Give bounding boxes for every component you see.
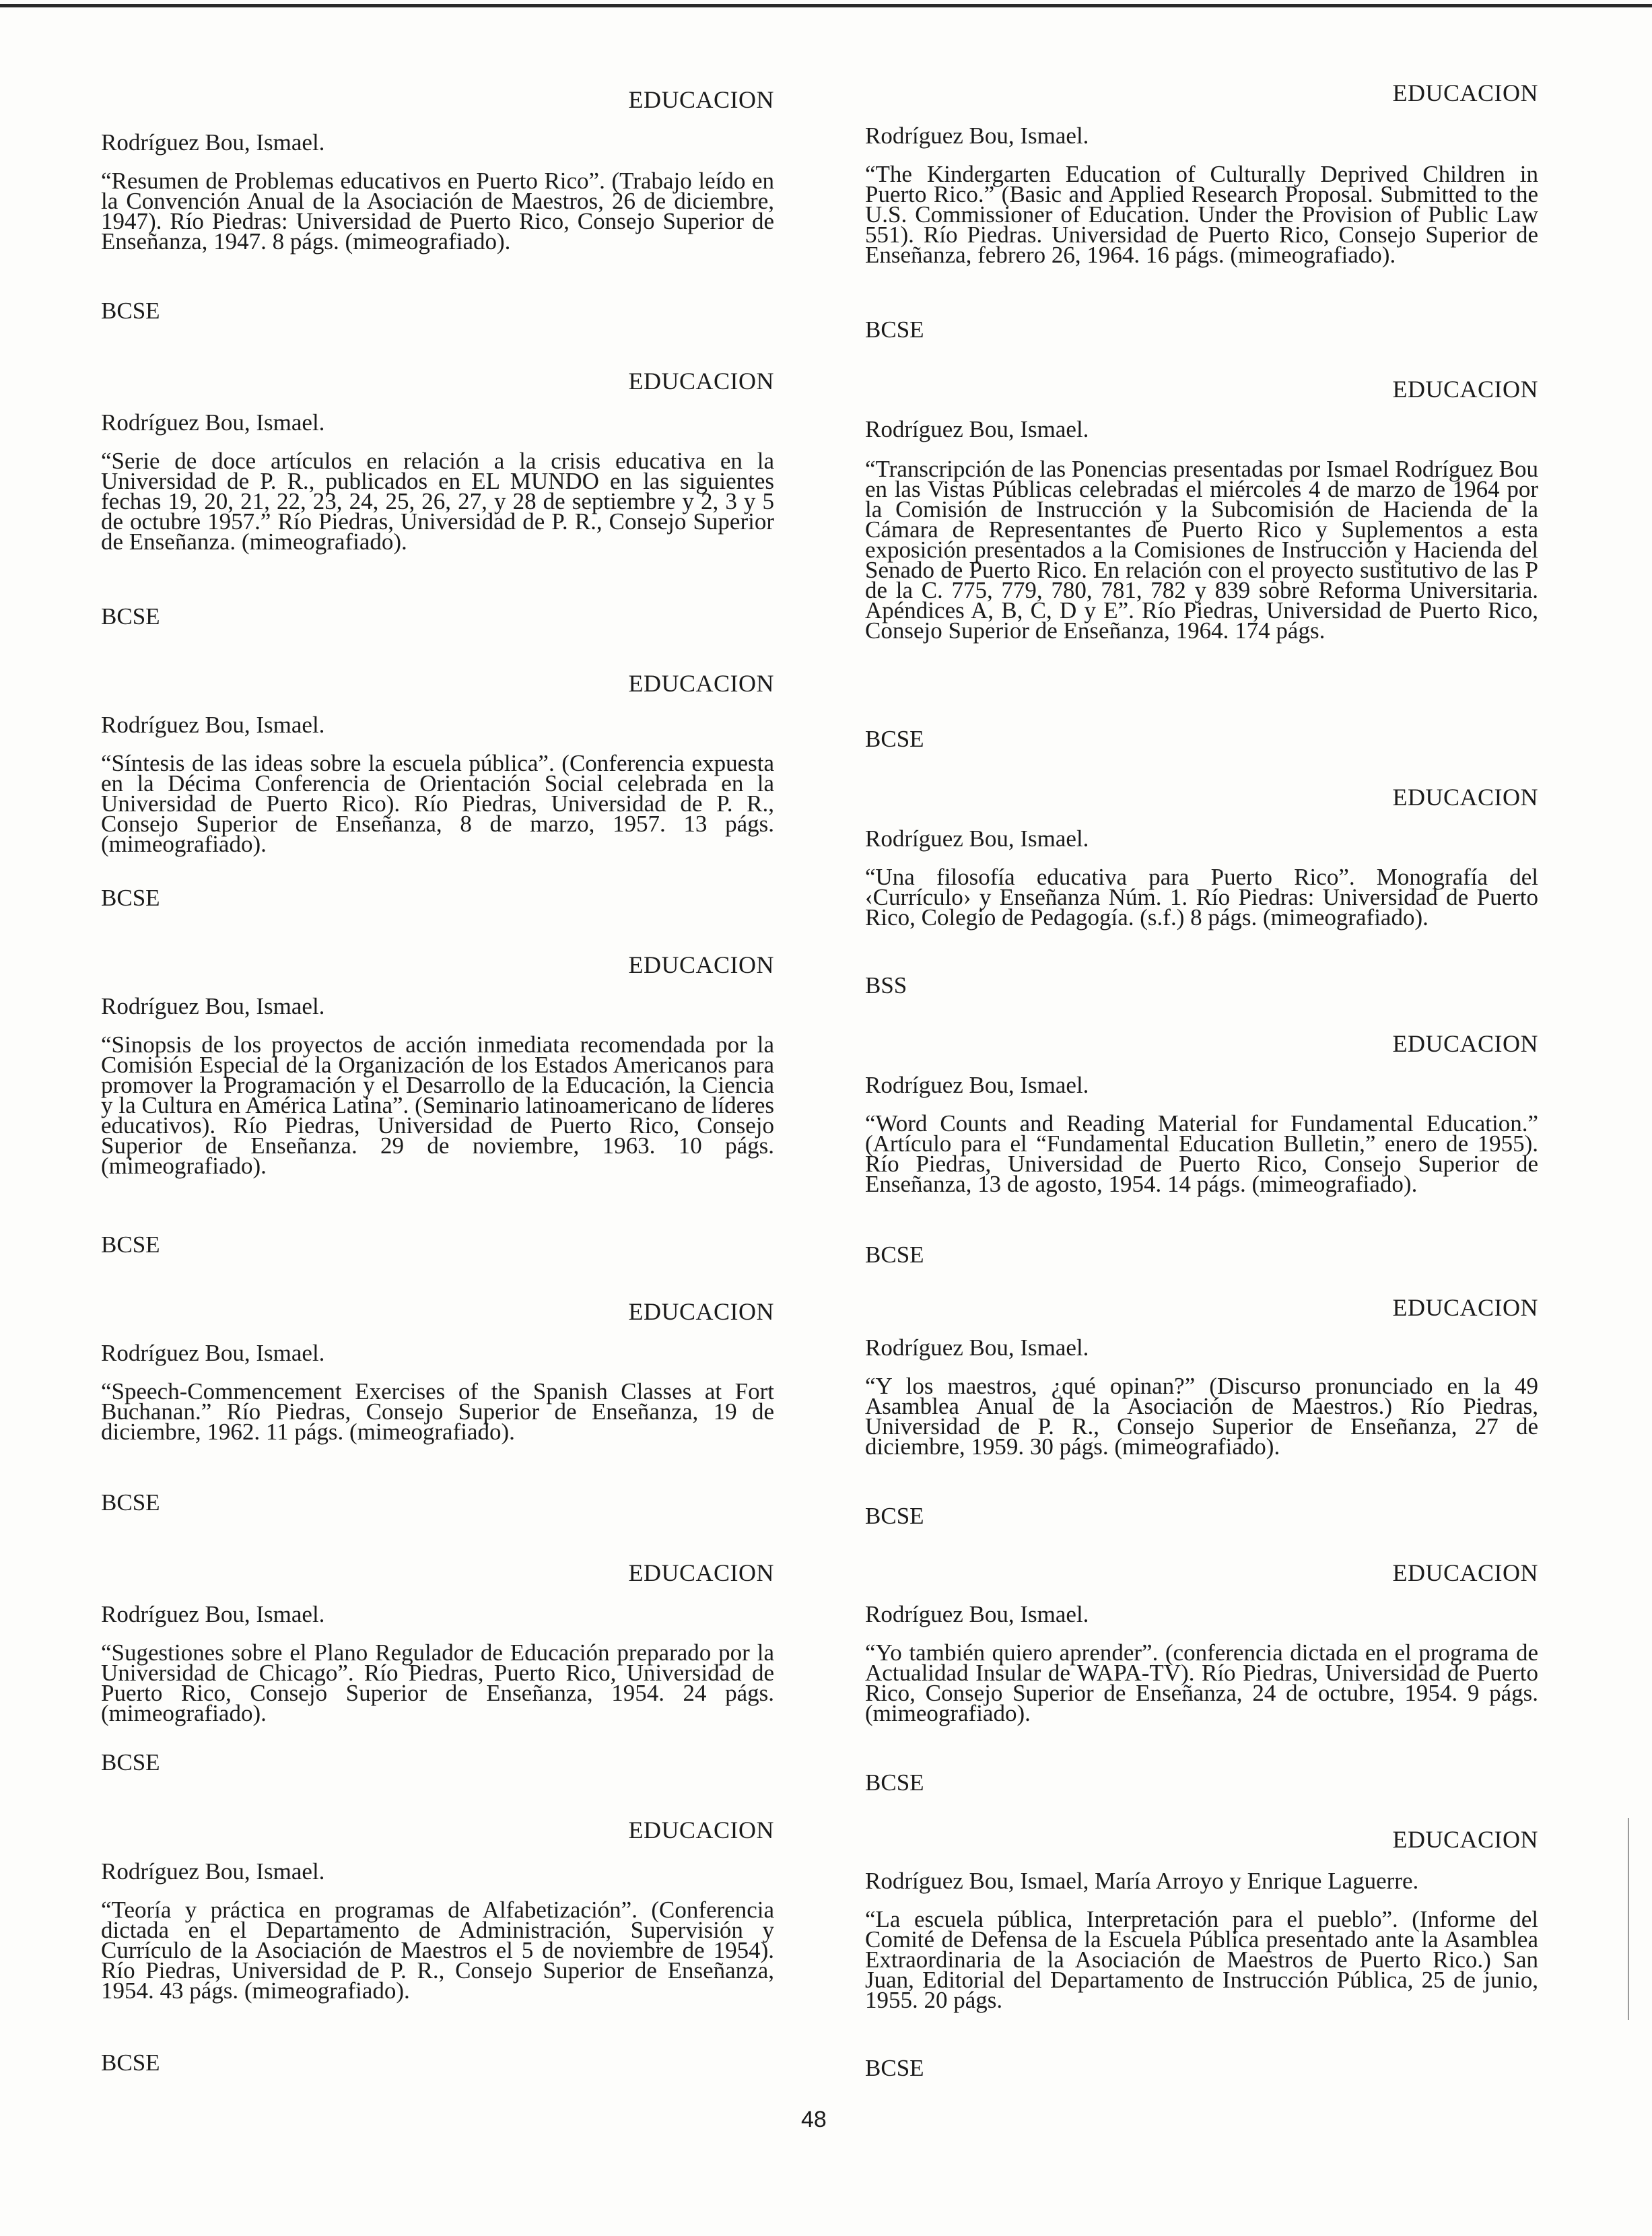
entry-text: “Teoría y práctica en programas de Alfabetización”. (Conferencia dictada en el Departamento de Administración, Supervisión y Currículo de la Asociación de Maestros el 5 de noviembre de 1954). Río Piedras, Universidad de P. R., Consejo Superior de Enseñanza, 1954. 43 págs. (mimeografiado). <box>101 1897 774 2004</box>
entry-library-code: BCSE <box>865 2055 924 2081</box>
entry-text: “Transcripción de las Ponencias presentadas por Ismael Rodríguez Bou en las Vistas Públicas celebradas el miércoles 4 de marzo de 1964 por la Comisión de Instrucción y la Subcomisión de Hacienda de la Cámara de Representantes de Puerto Rico y Suplementos a esta exposición presentados a la Comisiones de Instrucción y Hacienda del Senado de Puerto Rico. En relación con el proyecto sustitutivo de las P de la C. 775, 779, 780, 781, 782 y 839 sobre Reforma Universitaria. Apéndices A, B, C, D y E”. Río Piedras, Universidad de Puerto Rico, Consejo Superior de Enseñanza, 1964. 174 págs. <box>865 456 1538 644</box>
entry-text: “Sinopsis de los proyectos de acción inmediata recomendada por la Comisión Especial de la Organización de los Estados Americanos para promover la Programación y el Desarrollo de la Educación, la Ciencia y la Cultura en América Latina”. (Seminario latinoamericano de líderes educativos). Río Piedras, Universidad de Puerto Rico, Consejo Superior de Enseñanza. 29 de noviembre, 1963. 10 págs. (mimeografiado). <box>101 1031 774 1179</box>
entry-library-code: BCSE <box>101 298 160 324</box>
entry-author: Rodríguez Bou, Ismael. <box>101 712 325 738</box>
entry-author: Rodríguez Bou, Ismael. <box>865 1334 1089 1361</box>
scan-margin-mark <box>1628 1818 1629 2020</box>
entry-heading: EDUCACION <box>628 368 774 395</box>
entry-library-code: BCSE <box>865 316 924 343</box>
entry-heading: EDUCACION <box>1392 79 1538 106</box>
entry-heading: EDUCACION <box>628 86 774 113</box>
entry-library-code: BCSE <box>865 1769 924 1796</box>
entry-library-code: BCSE <box>101 603 160 630</box>
top-rule <box>0 4 1652 7</box>
entry-library-code: BCSE <box>101 885 160 911</box>
entry-heading: EDUCACION <box>628 1559 774 1586</box>
entry-library-code: BCSE <box>101 2049 160 2076</box>
entry-author: Rodríguez Bou, Ismael. <box>101 1601 325 1627</box>
entry-text: “The Kindergarten Education of Culturally Deprived Children in Puerto Rico.” (Basic and Applied Research Proposal. Submitted to the U.S. Commissioner of Education. Under the Provision of Public Law 551). Río Piedras. Universidad de Puerto Rico, Consejo Superior de Enseñanza, febrero 26, 1964. 16 págs. (mimeografiado). <box>865 161 1538 268</box>
entry-text: “La escuela pública, Interpretación para el pueblo”. (Informe del Comité de Defensa de la Escuela Pública presentado ante la Asamblea Extraordinaria de la Asociación de Maestros de Puerto Rico.) San Juan, Editorial del Departamento de Instrucción Pública, 25 de junio, 1955. 20 págs. <box>865 1906 1538 2013</box>
entry-text: “Yo también quiero aprender”. (conferencia dictada en el programa de Actualidad Insular de WAPA-TV). Río Piedras, Universidad de Puerto Rico, Consejo Superior de Enseñanza, 24 de octubre, 1954. 9 págs. (mimeografiado). <box>865 1639 1538 1726</box>
entry-author: Rodríguez Bou, Ismael. <box>101 409 325 436</box>
entry-library-code: BCSE <box>101 1231 160 1258</box>
entry-text: “Serie de doce artículos en relación a la crisis educativa en la Universidad de P. R., publicados en EL MUNDO en las siguientes fechas 19, 20, 21, 22, 23, 24, 25, 26, 27, y 28 de septiembre y 2, 3 y 5 de octubre 1957.” Río Piedras, Universidad de P. R., Consejo Superior de Enseñanza. (mimeografiado). <box>101 448 774 555</box>
entry-heading: EDUCACION <box>628 951 774 978</box>
entry-library-code: BSS <box>865 972 907 998</box>
entry-library-code: BCSE <box>101 1749 160 1775</box>
entry-heading: EDUCACION <box>1392 1294 1538 1321</box>
entry-heading: EDUCACION <box>1392 1030 1538 1057</box>
entry-author: Rodríguez Bou, Ismael. <box>865 416 1089 442</box>
entry-text: “Sugestiones sobre el Plano Regulador de Educación preparado por la Universidad de Chicago”. Río Piedras, Puerto Rico, Universidad de Puerto Rico, Consejo Superior de Enseñanza, 1954. 24 págs. (mimeografiado). <box>101 1639 774 1726</box>
entry-text: “Word Counts and Reading Material for Fundamental Education.” (Artículo para el “Fundamental Education Bulletin,” enero de 1955). Río Piedras, Universidad de Puerto Rico, Consejo Superior de Enseñanza, 13 de agosto, 1954. 14 págs. (mimeografiado). <box>865 1110 1538 1197</box>
entry-author: Rodríguez Bou, Ismael. <box>101 1340 325 1366</box>
entry-text: “Una filosofía educativa para Puerto Rico”. Monografía del ‹Currículo› y Enseñanza Núm. 1. Río Piedras: Universidad de Puerto Rico, Colegio de Pedagogía. (s.f.) 8 págs. (mimeografiado). <box>865 864 1538 930</box>
entry-heading: EDUCACION <box>1392 1559 1538 1586</box>
entry-heading: EDUCACION <box>628 1298 774 1325</box>
entry-text: “Y los maestros, ¿qué opinan?” (Discurso pronunciado en la 49 Asamblea Anual de la Asociación de Maestros.) Río Piedras, Universidad de P. R., Consejo Superior de Enseñanza, 27 de diciembre, 1959. 30 págs. (mimeografiado). <box>865 1373 1538 1460</box>
entry-heading: EDUCACION <box>1392 784 1538 811</box>
entry-author: Rodríguez Bou, Ismael. <box>101 1858 325 1885</box>
page-number: 48 <box>801 2107 827 2132</box>
entry-library-code: BCSE <box>101 1489 160 1516</box>
entry-text: “Síntesis de las ideas sobre la escuela pública”. (Conferencia expuesta en la Décima Conferencia de Orientación Social celebrada en la Universidad de Puerto Rico). Río Piedras, Universidad de P. R., Consejo Superior de Enseñanza, 8 de marzo, 1957. 13 págs. (mimeografiado). <box>101 750 774 857</box>
entry-author: Rodríguez Bou, Ismael. <box>101 993 325 1019</box>
entry-author: Rodríguez Bou, Ismael. <box>865 1601 1089 1627</box>
entry-heading: EDUCACION <box>1392 1826 1538 1853</box>
entry-author: Rodríguez Bou, Ismael. <box>865 123 1089 149</box>
entry-text: “Speech-Commencement Exercises of the Spanish Classes at Fort Buchanan.” Río Piedras, Consejo Superior de Enseñanza, 19 de diciembre, 1962. 11 págs. (mimeografiado). <box>101 1378 774 1445</box>
entry-author: Rodríguez Bou, Ismael. <box>865 1072 1089 1098</box>
entry-library-code: BCSE <box>865 1242 924 1268</box>
entry-library-code: BCSE <box>865 726 924 752</box>
entry-heading: EDUCACION <box>628 670 774 697</box>
entry-author: Rodríguez Bou, Ismael. <box>865 825 1089 852</box>
entry-text: “Resumen de Problemas educativos en Puerto Rico”. (Trabajo leído en la Convención Anual de la Asociación de Maestros, 26 de diciembre, 1947). Río Piedras: Universidad de Puerto Rico, Consejo Superior de Enseñanza, 1947. 8 págs. (mimeografiado). <box>101 168 774 255</box>
entry-author: Rodríguez Bou, Ismael. <box>101 129 325 156</box>
entry-author: Rodríguez Bou, Ismael, María Arroyo y Enrique Laguerre. <box>865 1868 1419 1894</box>
entry-heading: EDUCACION <box>628 1817 774 1843</box>
entry-heading: EDUCACION <box>1392 376 1538 403</box>
entry-library-code: BCSE <box>865 1503 924 1529</box>
